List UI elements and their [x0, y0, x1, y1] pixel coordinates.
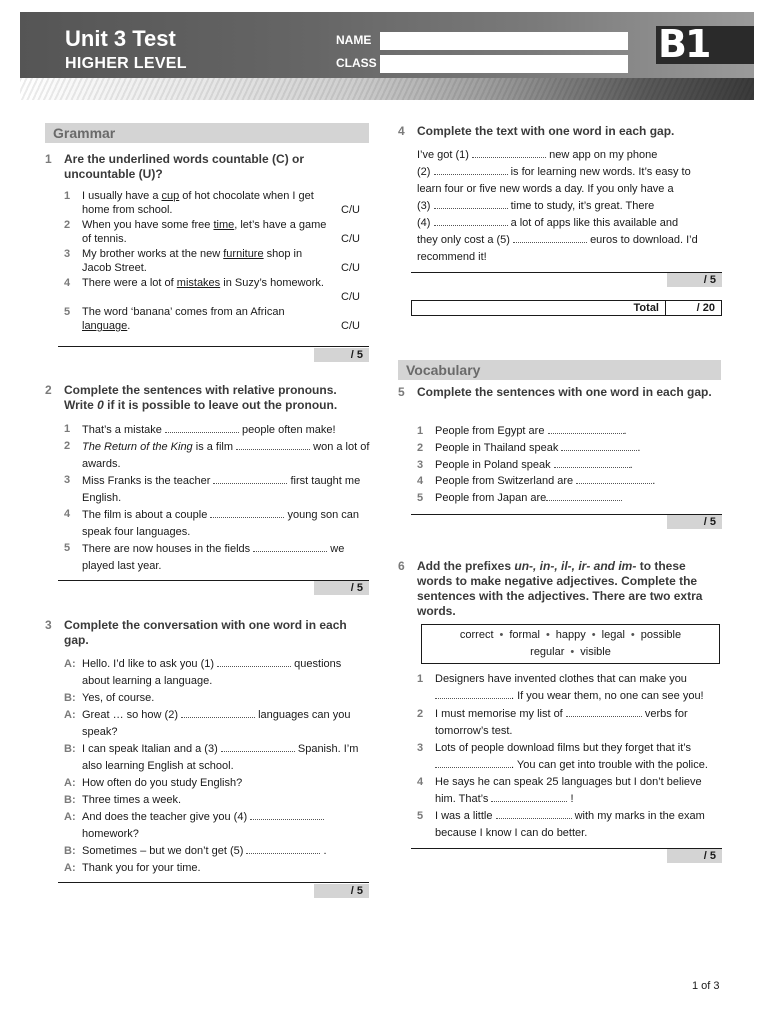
q1-item-pre: The word ‘banana’ comes from an African: [82, 306, 285, 318]
q2-answer-gap[interactable]: [165, 424, 239, 433]
q1-item-text: [82, 247, 332, 275]
q1-item-underlined-word: mistakes: [176, 277, 221, 289]
q1-item-pre: When you have some free: [82, 219, 214, 231]
q5-answer-gap[interactable]: [546, 492, 622, 501]
q3-answer-gap[interactable]: [217, 658, 291, 667]
q4-gap-4[interactable]: [434, 217, 508, 226]
q4-line-4: [417, 198, 717, 215]
q3-line-pre: Hello. I’d like to ask you (1): [82, 658, 218, 670]
q2-instruction-a: Complete the sentences with relative pronouns. Write: [64, 383, 337, 412]
class-field[interactable]: [380, 55, 628, 73]
q4-text-seg: (2): [417, 166, 434, 178]
q6-item-number: 1: [417, 673, 424, 685]
q1-item-text: [82, 189, 332, 217]
level-badge: [656, 26, 754, 64]
q3-line-post: questions about learning a language.: [82, 658, 342, 687]
q1-item-pre: I usually have a: [82, 190, 162, 202]
q4-number: 4: [398, 124, 405, 138]
q3-line-pre: Three times a week.: [82, 794, 182, 806]
class-label: CLASS: [336, 56, 377, 70]
q5-score: / 5: [667, 515, 722, 529]
q4-gap-5[interactable]: [513, 234, 587, 243]
q1-item-underlined-word: cup: [161, 190, 180, 202]
q4-instruction: Complete the text with one word in each gap.: [417, 124, 675, 138]
q3-speaker: A:: [64, 811, 76, 823]
q6-item-text: [435, 671, 722, 705]
q2-score: / 5: [314, 581, 369, 595]
q6-word: legal: [601, 629, 625, 641]
q6-word-box: [421, 624, 720, 664]
q1-item-post: shop in Jacob Street.: [82, 248, 303, 274]
q5-item-text: [435, 441, 720, 455]
q1-item-post: , let’s have a game of tennis.: [82, 219, 327, 245]
q1-answer-choice[interactable]: C/U: [341, 291, 360, 303]
q3-answer-gap[interactable]: [250, 811, 324, 820]
q5-item-number: 1: [417, 425, 424, 437]
bullet-separator: •: [591, 629, 596, 641]
q4-text-seg: a lot of apps like this available and: [510, 217, 679, 229]
q6-word-row-2: [422, 644, 719, 661]
q6-item-pre: Lots of people download films but they forget that it’s: [435, 742, 692, 754]
q4-text-seg: euros to download. I’d: [590, 234, 698, 246]
name-field[interactable]: [380, 32, 628, 50]
q6-item-post: verbs for tomorrow’s test.: [435, 708, 688, 737]
q6-item-number: 4: [417, 776, 424, 788]
q3-divider: [58, 882, 369, 883]
q2-item-pre: The film is about a couple: [82, 509, 211, 521]
q3-line-post: Spanish. I’m also learning English at school.: [82, 743, 359, 772]
q4-line-3: learn four or five new words a day. If you only have a: [417, 183, 674, 195]
q1-item-number: 1: [64, 190, 71, 202]
q5-item-post: .: [629, 459, 633, 471]
q2-answer-gap[interactable]: [210, 509, 284, 518]
grammar-heading: Grammar: [45, 123, 369, 143]
q6-item-number: 2: [417, 708, 424, 720]
q1-answer-choice[interactable]: C/U: [341, 204, 360, 216]
q2-item-text: [82, 439, 370, 473]
q6-score: / 5: [667, 849, 722, 863]
q5-item-text: [435, 424, 720, 438]
test-header: [20, 12, 754, 100]
q3-line-text: [82, 843, 370, 860]
q3-line-text: [82, 741, 370, 775]
q5-answer-gap[interactable]: [561, 442, 637, 451]
total-value: / 20: [665, 301, 721, 315]
q2-item-post: we played last year.: [82, 543, 345, 572]
q4-gap-3[interactable]: [434, 200, 508, 209]
q6-answer-gap[interactable]: [496, 810, 572, 819]
q3-speaker: A:: [64, 658, 76, 670]
q1-item-post: in Suzy’s homework.: [220, 277, 324, 289]
q3-answer-gap[interactable]: [221, 743, 295, 752]
unit-title: Unit 3 Test: [65, 26, 176, 51]
q5-answer-gap[interactable]: [576, 475, 652, 484]
q4-text: [417, 147, 717, 266]
q3-line-text: [82, 656, 370, 690]
q1-item-text: [82, 305, 332, 333]
q1-item-post: .: [127, 320, 131, 332]
q6-item-text: [435, 706, 722, 740]
q4-text-seg: is for learning new words. It’s easy to: [510, 166, 691, 178]
q4-text-seg: time to study, it’s great. There: [510, 200, 655, 212]
q2-item-number: 4: [64, 508, 71, 520]
q4-text-seg: new app on my phone: [549, 149, 658, 161]
q3-line-pre: And does the teacher give you (4): [82, 811, 251, 823]
q5-item-text: [435, 458, 720, 472]
q4-text-seg: (3): [417, 200, 434, 212]
q3-speaker: B:: [64, 743, 76, 755]
q5-number: 5: [398, 385, 405, 399]
q1-item-text: [82, 218, 332, 246]
q2-item-text: [82, 541, 370, 575]
q6-word: visible: [580, 646, 611, 658]
q6-number: 6: [398, 559, 405, 573]
q6-item-number: 3: [417, 742, 424, 754]
q2-item-number: 5: [64, 542, 71, 554]
q4-text-seg: (4): [417, 217, 434, 229]
q2-item-pre: is a film: [192, 441, 237, 453]
q3-line-pre: Yes, of course.: [82, 692, 155, 704]
q4-gap-1[interactable]: [472, 149, 546, 158]
q3-answer-gap[interactable]: [246, 845, 320, 854]
q6-word: regular: [530, 646, 565, 658]
q2-item-italic: The Return of the King: [82, 441, 193, 453]
q1-item-underlined-word: language: [82, 320, 128, 332]
q4-line-5: [417, 215, 717, 232]
q3-answer-gap[interactable]: [181, 709, 255, 718]
q1-item-number: 2: [64, 219, 71, 231]
q4-text-seg: I’ve got (1): [417, 149, 473, 161]
q1-answer-choice[interactable]: C/U: [341, 262, 360, 274]
q4-score: / 5: [667, 273, 722, 287]
bullet-separator: •: [630, 629, 635, 641]
q6-instruction-b: to these words to make negative adjectives. Complete the sentences with the adjectives. There are two extra words.: [417, 559, 703, 618]
q5-item-pre: People in Thailand speak: [435, 442, 562, 454]
q3-line-post: languages can you speak?: [82, 709, 351, 738]
q5-item-pre: People from Japan are: [435, 492, 547, 504]
q6-item-pre: He says he can speak 25 languages but I don’t believe him. That’s: [435, 776, 702, 805]
q3-line-text: [82, 707, 370, 741]
bullet-separator: •: [570, 646, 575, 658]
q1-instruction: Are the underlined words countable (C) or uncountable (U)?: [64, 152, 305, 181]
q5-item-number: 4: [417, 475, 424, 487]
q5-item-number: 3: [417, 459, 424, 471]
bullet-separator: •: [499, 629, 504, 641]
q1-item-underlined-word: furniture: [223, 248, 264, 260]
q6-word: formal: [509, 629, 540, 641]
q4-line-7: recommend it!: [417, 251, 487, 263]
q5-item-number: 5: [417, 492, 424, 504]
q2-item-pre: That’s a mistake: [82, 424, 165, 436]
q1-item-number: 4: [64, 277, 71, 289]
bullet-separator: •: [545, 629, 550, 641]
q1-item-underlined-word: time: [213, 219, 235, 231]
q3-speaker: A:: [64, 709, 76, 721]
q1-item-pre: There were a lot of: [82, 277, 177, 289]
q2-number: 2: [45, 383, 52, 397]
q6-answer-gap[interactable]: [566, 708, 642, 717]
q3-speaker: A:: [64, 862, 76, 874]
q1-answer-choice[interactable]: C/U: [341, 320, 360, 332]
q3-speaker: A:: [64, 777, 76, 789]
q3-speaker: B:: [64, 692, 76, 704]
q1-item-number: 5: [64, 306, 71, 318]
q2-item-post: won a lot of awards.: [82, 441, 370, 470]
q3-line-pre: How often do you study English?: [82, 777, 243, 789]
q3-line-pre: Sometimes – but we don’t get (5): [82, 845, 247, 857]
q5-instruction: Complete the sentences with one word in each gap.: [417, 385, 712, 399]
q4-gap-2[interactable]: [434, 166, 508, 175]
q3-line-text: [82, 690, 370, 707]
q2-item-text: [82, 422, 370, 439]
q2-item-pre: There are now houses in the fields: [82, 543, 254, 555]
q3-number: 3: [45, 618, 52, 632]
q6-answer-gap[interactable]: [435, 759, 511, 768]
q4-text-seg: they only cost a (5): [417, 234, 513, 246]
q6-word-row-1: [422, 627, 719, 644]
q6-answer-gap[interactable]: [491, 793, 567, 802]
q3-speaker: B:: [64, 845, 76, 857]
page-number: 1 of 3: [692, 980, 720, 992]
q2-item-post: young son can speak four languages.: [82, 509, 360, 538]
q5-answer-gap[interactable]: [548, 425, 624, 434]
vocabulary-heading: Vocabulary: [398, 360, 721, 380]
q3-line-pre: I can speak Italian and a (3): [82, 743, 221, 755]
q2-instruction: [64, 383, 364, 413]
q3-line-text: [82, 809, 370, 843]
total-label: Total: [633, 302, 659, 314]
q3-line-text: [82, 860, 370, 877]
q1-divider: [58, 346, 369, 347]
q3-score: / 5: [314, 884, 369, 898]
q6-item-number: 5: [417, 810, 424, 822]
q2-item-text: [82, 473, 370, 507]
q5-item-post: .: [637, 442, 641, 454]
q2-item-number: 3: [64, 474, 71, 486]
level-badge-text: B1: [658, 26, 710, 64]
q2-item-text: [82, 507, 370, 541]
q2-answer-gap[interactable]: [213, 475, 287, 484]
q5-item-pre: People in Poland speak: [435, 459, 554, 471]
q1-number: 1: [45, 152, 52, 166]
q2-item-number: 1: [64, 423, 71, 435]
q3-line-text: [82, 792, 370, 809]
q6-item-pre: I was a little: [435, 810, 496, 822]
q1-item-pre: My brother works at the new: [82, 248, 224, 260]
q3-line-pre: Thank you for your time.: [82, 862, 201, 874]
total-box: [411, 300, 722, 316]
q3-speaker: B:: [64, 794, 76, 806]
q6-item-text: [435, 774, 722, 808]
q6-item-pre: Designers have invented clothes that can make you: [435, 673, 687, 685]
q5-item-pre: People from Switzerland are: [435, 475, 577, 487]
q2-item-post: first taught me English.: [82, 475, 361, 504]
q2-item-post: people often make!: [238, 424, 336, 436]
q6-word: happy: [555, 629, 586, 641]
q3-line-post: .: [320, 845, 327, 857]
q1-item-text: [82, 276, 332, 290]
q5-item-post: .: [623, 425, 627, 437]
unit-level: HIGHER LEVEL: [65, 55, 187, 72]
q6-answer-gap[interactable]: [435, 690, 511, 699]
q1-item-number: 3: [64, 248, 71, 260]
q1-answer-choice[interactable]: C/U: [341, 233, 360, 245]
q6-instruction-prefixes: un-, in-, il-, ir- and im-: [514, 559, 637, 573]
q6-item-post: . You can get into trouble with the police.: [511, 759, 708, 771]
q5-item-text: [435, 474, 720, 488]
q2-instruction-b: if it is possible to leave out the pronoun.: [103, 398, 338, 412]
q6-word: possible: [640, 629, 682, 641]
q6-item-post: !: [567, 793, 574, 805]
q2-answer-gap[interactable]: [253, 543, 327, 552]
q3-line-pre: Great … so how (2): [82, 709, 182, 721]
q1-score: / 5: [314, 348, 369, 362]
q6-item-post: . If you wear them, no one can see you!: [511, 690, 704, 702]
name-label: NAME: [336, 33, 372, 47]
q6-item-text: [435, 740, 722, 774]
q4-line-1: [417, 147, 717, 164]
q6-item-post: with my marks in the exam because I know I can do better.: [435, 810, 705, 839]
q5-item-post: .: [652, 475, 656, 487]
q6-instruction: [417, 559, 722, 619]
q2-item-pre: Miss Franks is the teacher: [82, 475, 214, 487]
q4-line-2: [417, 164, 717, 181]
q4-line-6: [417, 232, 717, 249]
q6-item-pre: I must memorise my list of: [435, 708, 566, 720]
q5-answer-gap[interactable]: [554, 459, 630, 468]
q6-word: correct: [459, 629, 494, 641]
q6-instruction-a: Add the prefixes: [417, 559, 515, 573]
q3-line-text: [82, 775, 370, 792]
q5-item-text: [435, 491, 720, 505]
q2-instruction-zero: 0: [97, 398, 104, 412]
q6-item-text: [435, 808, 722, 842]
q3-line-post: homework?: [82, 828, 139, 840]
q5-item-pre: People from Egypt are: [435, 425, 548, 437]
q2-answer-gap[interactable]: [236, 441, 310, 450]
header-decorative-stripe: [20, 78, 754, 100]
q5-item-number: 2: [417, 442, 424, 454]
q1-item-post: of hot chocolate when I get home from school.: [82, 190, 314, 216]
q3-instruction: Complete the conversation with one word in each gap.: [64, 618, 347, 647]
q2-item-number: 2: [64, 440, 71, 452]
